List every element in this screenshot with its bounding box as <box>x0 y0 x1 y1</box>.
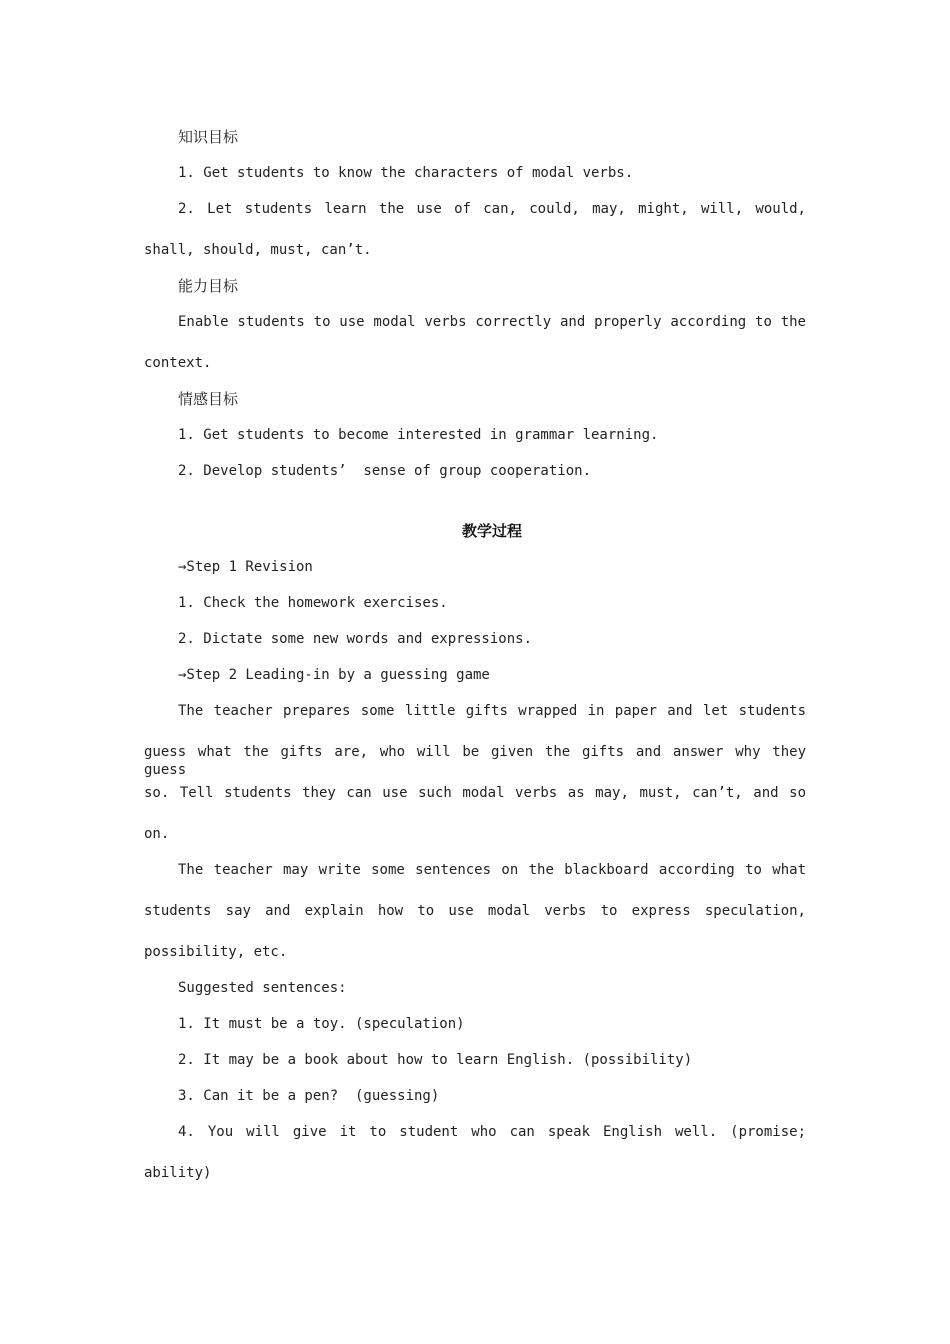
paragraph-1-line-1: The teacher prepares some little gifts wrapped in paper and let students <box>178 703 806 719</box>
paragraph-2-line-3: possibility, etc. <box>144 944 288 960</box>
knowledge-goal-1: 1. Get students to know the characters of modal verbs. <box>178 165 634 181</box>
emotion-goals-heading: 情感目标 <box>178 390 239 408</box>
emotion-goal-2: 2. Develop students’ sense of group cooperation. <box>178 463 592 479</box>
suggested-sentences-label: Suggested sentences: <box>178 980 347 996</box>
suggested-sentence-1: 1. It must be a toy. (speculation) <box>178 1016 465 1032</box>
suggested-sentence-3: 3. Can it be a pen? (guessing) <box>178 1088 440 1104</box>
paragraph-2-line-1: The teacher may write some sentences on the blackboard according to what <box>178 862 806 878</box>
paragraph-2-line-2: students say and explain how to use modal verbs to express speculation, <box>144 903 806 919</box>
paragraph-1-line-3: so. Tell students they can use such modal verbs as may, must, can’t, and so <box>144 785 806 801</box>
emotion-goal-1: 1. Get students to become interested in grammar learning. <box>178 427 659 443</box>
knowledge-goals-heading: 知识目标 <box>178 128 239 146</box>
process-title: 教学过程 <box>461 522 522 540</box>
knowledge-goal-2-line-2: shall, should, must, can’t. <box>144 242 372 258</box>
step-1-item-2: 2. Dictate some new words and expressions. <box>178 631 533 647</box>
step-2-heading: →Step 2 Leading-in by a guessing game <box>178 667 490 683</box>
paragraph-1-line-2: guess what the gifts are, who will be given the gifts and answer why they guess <box>144 744 806 778</box>
step-1-heading: →Step 1 Revision <box>178 559 313 575</box>
knowledge-goal-2-line-1: 2. Let students learn the use of can, could, may, might, will, would, <box>178 201 806 217</box>
ability-goal-line-2: context. <box>144 355 212 371</box>
ability-goals-heading: 能力目标 <box>178 277 239 295</box>
suggested-sentence-4-line-1: 4. You will give it to student who can speak English well. (promise; <box>178 1124 806 1140</box>
paragraph-1-line-4: on. <box>144 826 170 842</box>
ability-goal-line-1: Enable students to use modal verbs correctly and properly according to the <box>178 314 806 330</box>
step-1-item-1: 1. Check the homework exercises. <box>178 595 448 611</box>
suggested-sentence-4-line-2: ability) <box>144 1165 212 1181</box>
suggested-sentence-2: 2. It may be a book about how to learn English. (possibility) <box>178 1052 693 1068</box>
